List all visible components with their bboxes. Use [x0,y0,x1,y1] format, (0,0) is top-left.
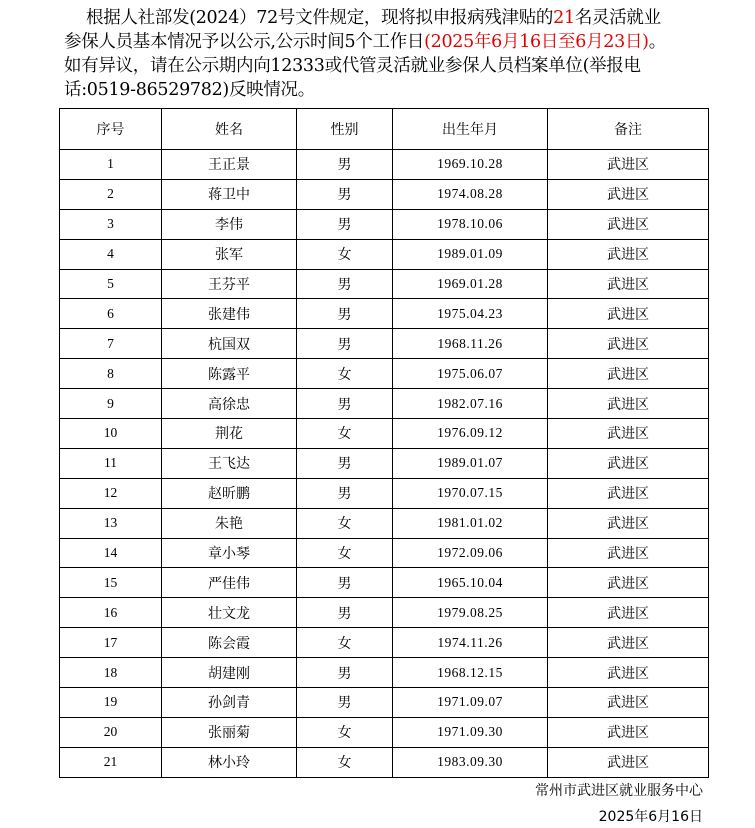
cell-name: 朱艳 [162,508,297,538]
notice-line-1 [64,6,714,30]
notice-line1-tail: 名灵活就业 [574,8,661,28]
notice-line-3: 如有异议，请在公示期内向12333或代管灵活就业参保人员档案单位(举报电 [64,56,641,76]
cell-birth-date: 1975.06.07 [393,359,548,389]
cell-name: 赵昕鹏 [162,478,297,508]
cell-name: 陈露平 [162,359,297,389]
table-row [60,658,709,688]
table-row [60,239,709,269]
header-number: 序号 [60,109,162,150]
cell-number: 4 [60,239,162,269]
cell-birth-date: 1965.10.04 [393,568,548,598]
table-row [60,269,709,299]
table-row [60,688,709,718]
table-row [60,448,709,478]
cell-number: 6 [60,299,162,329]
cell-birth-date: 1979.08.25 [393,598,548,628]
cell-remark: 武进区 [548,179,709,209]
cell-gender: 男 [297,150,393,180]
cell-number: 16 [60,598,162,628]
table-body [60,150,709,778]
cell-birth-date: 1971.09.30 [393,717,548,747]
issue-date: 2025年6月16日 [598,809,703,825]
cell-birth-date: 1969.10.28 [393,150,548,180]
header-gender: 性别 [297,109,393,150]
cell-gender: 男 [297,598,393,628]
table-row [60,209,709,239]
cell-remark: 武进区 [548,150,709,180]
cell-remark: 武进区 [548,538,709,568]
cell-name: 王飞达 [162,448,297,478]
cell-remark: 武进区 [548,299,709,329]
cell-remark: 武进区 [548,717,709,747]
cell-name: 张建伟 [162,299,297,329]
cell-gender: 女 [297,239,393,269]
cell-remark: 武进区 [548,688,709,718]
cell-remark: 武进区 [548,478,709,508]
cell-birth-date: 1970.07.15 [393,478,548,508]
cell-remark: 武进区 [548,269,709,299]
cell-birth-date: 1974.11.26 [393,628,548,658]
cell-birth-date: 1981.01.02 [393,508,548,538]
table-row [60,179,709,209]
cell-number: 8 [60,359,162,389]
header-name: 姓名 [162,109,297,150]
cell-gender: 男 [297,448,393,478]
cell-name: 章小琴 [162,538,297,568]
cell-gender: 男 [297,478,393,508]
cell-remark: 武进区 [548,239,709,269]
cell-gender: 男 [297,568,393,598]
cell-name: 张丽菊 [162,717,297,747]
cell-gender: 男 [297,269,393,299]
cell-birth-date: 1978.10.06 [393,209,548,239]
cell-remark: 武进区 [548,209,709,239]
cell-gender: 男 [297,209,393,239]
header-remark: 备注 [548,109,709,150]
cell-number: 12 [60,478,162,508]
cell-number: 7 [60,329,162,359]
table-row [60,478,709,508]
cell-name: 荆花 [162,419,297,449]
cell-name: 壮文龙 [162,598,297,628]
notice-count: 21 [553,8,575,28]
cell-gender: 女 [297,359,393,389]
cell-number: 19 [60,688,162,718]
cell-gender: 女 [297,628,393,658]
cell-gender: 女 [297,717,393,747]
notice-line-4: 话:0519-86529782)反映情况。 [64,80,315,100]
cell-name: 孙剑青 [162,688,297,718]
cell-remark: 武进区 [548,389,709,419]
cell-number: 13 [60,508,162,538]
cell-name: 严佳伟 [162,568,297,598]
table-row [60,628,709,658]
cell-birth-date: 1976.09.12 [393,419,548,449]
cell-name: 王正景 [162,150,297,180]
notice-paragraph [64,6,714,102]
table-row [60,568,709,598]
cell-gender: 男 [297,299,393,329]
cell-birth-date: 1983.09.30 [393,747,548,777]
cell-gender: 女 [297,419,393,449]
cell-gender: 女 [297,508,393,538]
cell-number: 2 [60,179,162,209]
cell-birth-date: 1975.04.23 [393,299,548,329]
cell-gender: 女 [297,538,393,568]
table-row [60,329,709,359]
cell-name: 陈会霞 [162,628,297,658]
cell-gender: 男 [297,658,393,688]
notice-period: (2025年6月16日至6月23日) [424,32,649,52]
cell-gender: 男 [297,329,393,359]
table-header-row [60,109,709,150]
table-row [60,598,709,628]
cell-number: 1 [60,150,162,180]
cell-birth-date: 1982.07.16 [393,389,548,419]
cell-birth-date: 1971.09.07 [393,688,548,718]
table-row [60,359,709,389]
cell-remark: 武进区 [548,419,709,449]
notice-intro-text: 根据人社部发(2024）72号文件规定，现将拟申报病残津贴的 [86,8,554,28]
table-row [60,538,709,568]
table-row [60,299,709,329]
cell-remark: 武进区 [548,359,709,389]
cell-name: 蒋卫中 [162,179,297,209]
cell-number: 14 [60,538,162,568]
cell-number: 11 [60,448,162,478]
cell-name: 李伟 [162,209,297,239]
table-row [60,419,709,449]
roster-table [59,108,709,778]
cell-number: 5 [60,269,162,299]
cell-birth-date: 1968.12.15 [393,658,548,688]
cell-name: 张军 [162,239,297,269]
cell-remark: 武进区 [548,747,709,777]
cell-birth-date: 1969.01.28 [393,269,548,299]
header-birth-date: 出生年月 [393,109,548,150]
cell-name: 胡建刚 [162,658,297,688]
cell-number: 15 [60,568,162,598]
table-row [60,747,709,777]
table-row [60,150,709,180]
notice-line2-tail: 。 [648,32,666,52]
notice-line-2 [64,30,714,54]
cell-number: 9 [60,389,162,419]
cell-gender: 男 [297,688,393,718]
cell-birth-date: 1989.01.07 [393,448,548,478]
cell-gender: 男 [297,179,393,209]
cell-number: 21 [60,747,162,777]
cell-remark: 武进区 [548,508,709,538]
cell-number: 3 [60,209,162,239]
cell-remark: 武进区 [548,568,709,598]
cell-remark: 武进区 [548,598,709,628]
cell-number: 18 [60,658,162,688]
cell-birth-date: 1972.09.06 [393,538,548,568]
cell-remark: 武进区 [548,658,709,688]
cell-name: 王芬平 [162,269,297,299]
cell-number: 10 [60,419,162,449]
cell-birth-date: 1968.11.26 [393,329,548,359]
cell-name: 林小玲 [162,747,297,777]
cell-remark: 武进区 [548,329,709,359]
table-row [60,508,709,538]
cell-name: 杭国双 [162,329,297,359]
table-row [60,717,709,747]
table-row [60,389,709,419]
notice-line2-text: 参保人员基本情况予以公示,公示时间5个工作日 [64,32,425,52]
issuing-organization: 常州市武进区就业服务中心 [535,783,703,799]
cell-birth-date: 1974.08.28 [393,179,548,209]
cell-name: 高徐忠 [162,389,297,419]
cell-gender: 女 [297,747,393,777]
cell-birth-date: 1989.01.09 [393,239,548,269]
cell-remark: 武进区 [548,448,709,478]
cell-number: 17 [60,628,162,658]
cell-number: 20 [60,717,162,747]
cell-gender: 男 [297,389,393,419]
cell-remark: 武进区 [548,628,709,658]
